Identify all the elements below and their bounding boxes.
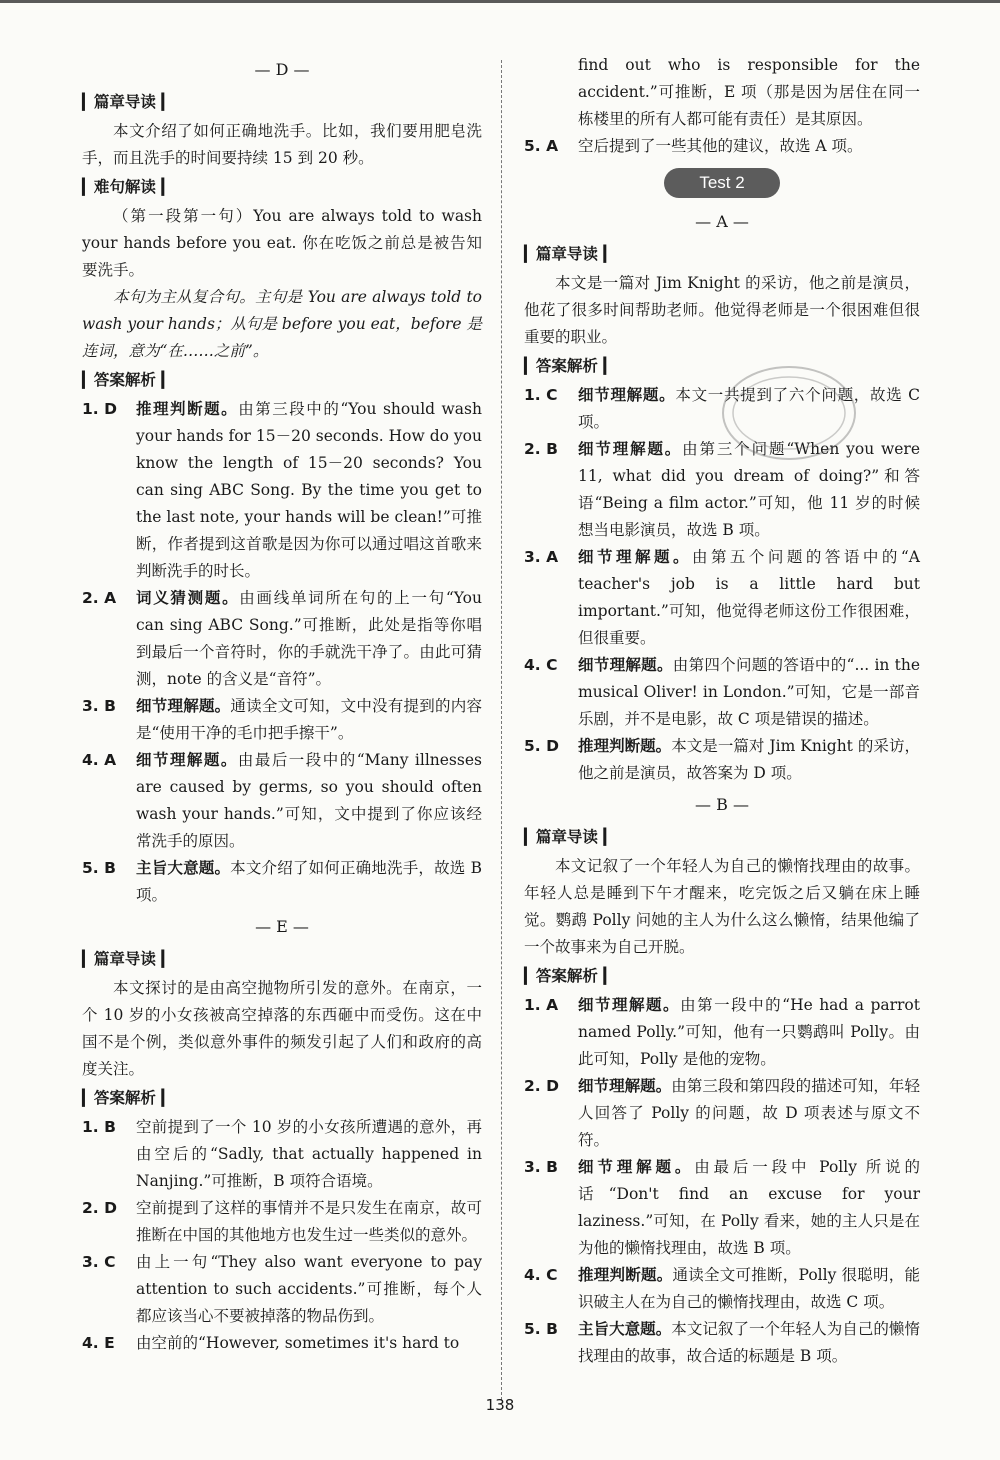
answer-item (524, 436, 920, 544)
test-badge: Test 2 (664, 168, 780, 198)
answer-number: 1. A (524, 996, 559, 1014)
b-answer-label: ▎答案解析 ▎ (524, 967, 616, 985)
right-column (524, 52, 920, 1370)
answer-body (136, 747, 482, 855)
question-type: 细节理解题。 (578, 996, 681, 1014)
answer-item (82, 1195, 482, 1249)
e-answer-label: ▎答案解析 ▎ (82, 1089, 174, 1107)
answer-item (524, 544, 920, 652)
question-type: 推理判断题。 (578, 737, 672, 755)
answer-text: 由第三个问题“When you were 11, what did you dream of doing?”和答语“Being a film actor.”可知，他 11 岁的时候想当电影演员，故选 B 项。 (578, 440, 920, 539)
answer-number: 2. A (82, 589, 117, 607)
d-guide-label: ▎篇章导读 ▎ (82, 93, 174, 111)
question-type: 细节理解题。 (136, 751, 238, 769)
answer-number: 1. B (82, 1118, 116, 1136)
answer-number: 5. A (524, 137, 559, 155)
question-type: 细节理解题。 (578, 1158, 695, 1176)
answer-item (524, 652, 920, 733)
answer-item (524, 1316, 920, 1370)
answer-text: 通读全文可推断，Polly 很聪明，能识破主人在为自己的懒惰找理由，故选 C 项。 (578, 1266, 920, 1311)
answer-text: 由空前的“However, sometimes it's hard to (136, 1334, 460, 1352)
question-type: 细节理解题。 (578, 386, 676, 404)
answer-number: 3. B (82, 697, 116, 715)
answer-body (136, 396, 482, 585)
answer-number: 1. D (82, 400, 117, 418)
answer-text: 由最后一段中的“Many illnesses are caused by germs, so you should often wash your hands.”可知，文中提到了你应该经常洗手的原因。 (136, 751, 482, 850)
answer-text: 本文是一篇对 Jim Knight 的采访，他之前是演员，故答案为 D 项。 (578, 737, 920, 782)
answer-item (524, 382, 920, 436)
answer-number: 3. B (524, 1158, 558, 1176)
question-type: 细节理解题。 (136, 697, 231, 715)
top-rule (0, 0, 1000, 3)
question-type: 推理判断题。 (136, 400, 239, 418)
answer-number: 5. B (82, 859, 116, 877)
answer-item (82, 693, 482, 747)
answer-text: 本文一共提到了六个问题，故选 C 项。 (578, 386, 920, 431)
answer-body (578, 652, 920, 733)
answer-text: 由上一句“They also want everyone to pay attention to such accidents.”可推断，每个人都应该当心不要被掉落的物品伤到。 (136, 1253, 482, 1325)
answer-body (578, 544, 920, 652)
answer-number: 4. C (524, 1266, 558, 1284)
answer-item (524, 733, 920, 787)
answer-body (578, 1262, 920, 1316)
answer-body (578, 733, 920, 787)
answer-text: 由第一段中的“He had a parrot named Polly.”可知，他有一只鹦鹉叫 Polly。由此可知，Polly 是他的宠物。 (578, 996, 920, 1068)
answer-number: 5. B (524, 1320, 558, 1338)
answer-item (524, 992, 920, 1073)
answer-item (82, 1330, 482, 1357)
answer-number: 1. C (524, 386, 558, 404)
d-hard-analysis: 本句为主从复合句。主句是 You are always told to wash your hands；从句是 before you eat，before 是连词，意为“在……之前”。 (82, 288, 482, 360)
answer-number: 4. C (524, 656, 558, 674)
answer-number: 2. D (82, 1199, 117, 1217)
question-type: 词义猜测题。 (136, 589, 240, 607)
answer-number: 4. E (82, 1334, 115, 1352)
answer-item (524, 1154, 920, 1262)
answer-number: 3. C (82, 1253, 116, 1271)
question-type: 细节理解题。 (578, 656, 673, 674)
answer-text: 空前提到了一个 10 岁的小女孩所遭遇的意外，再由空后的“Sadly, that actually happened in Nanjing.”可推断，B 项符合语境。 (136, 1118, 482, 1190)
question-type: 细节理解题。 (578, 440, 683, 458)
answer-text: 通读全文可知，文中没有提到的内容是“使用干净的毛巾把手擦干”。 (136, 697, 482, 742)
question-type: 细节理解题。 (578, 548, 692, 566)
answer-item (82, 396, 482, 585)
answer-item (82, 1249, 482, 1330)
answer-body (578, 1316, 920, 1370)
answer-number: 5. D (524, 737, 559, 755)
answer-body (136, 855, 482, 909)
section-e-title: — E — (255, 917, 309, 936)
section-b-title: — B — (695, 795, 749, 814)
answer-body (578, 1154, 920, 1262)
a-guide-label: ▎篇章导读 ▎ (524, 245, 616, 263)
question-type: 细节理解题。 (578, 1077, 672, 1095)
answer-number: 2. D (524, 1077, 559, 1095)
section-d-title: — D — (254, 60, 310, 79)
question-type: 主旨大意题。 (578, 1320, 672, 1338)
question-type: 主旨大意题。 (136, 859, 231, 877)
answer-item (82, 855, 482, 909)
answer-item (524, 1262, 920, 1316)
test-badge-wrap (524, 168, 920, 198)
e-guide-label: ▎篇章导读 ▎ (82, 950, 174, 968)
answer-item (524, 133, 920, 160)
answer-text: 本文介绍了如何正确地洗手，故选 B 项。 (136, 859, 482, 904)
answer-body (136, 585, 482, 693)
e4-continuation: find out who is responsible for the accident.”可推断，E 项（那是因为居住在同一栋楼里的所有人都可能有责任）是其原因。 (578, 56, 920, 128)
answer-text: 由画线单词所在句的上一句“You can sing ABC Song.”可推断，此处是指等你唱到最后一个音符时，你的手就洗干净了。由此可猜测，note 的含义是“音符”。 (136, 589, 482, 688)
answer-body (136, 693, 482, 747)
e-guide-text: 本文探讨的是由高空抛物所引发的意外。在南京，一个 10 岁的小女孩被高空掉落的东西砸中而受伤。这在中国不是个例，类似意外事件的频发引起了人们和政府的高度关注。 (82, 979, 482, 1078)
answer-text: 空后提到了一些其他的建议，故选 A 项。 (578, 137, 863, 155)
answer-item (524, 1073, 920, 1154)
d-hard-sentence: （第一段第一句）You are always told to wash your hands before you eat. 你在吃饭之前总是被告知要洗手。 (82, 207, 482, 279)
d-answer-label: ▎答案解析 ▎ (82, 371, 174, 389)
left-column (82, 52, 482, 1357)
answer-body (578, 992, 920, 1073)
answer-body (578, 1073, 920, 1154)
answer-body (578, 382, 920, 436)
answer-item (82, 1114, 482, 1195)
answer-text: 本文记叙了一个年轻人为自己的懒惰找理由的故事，故合适的标题是 B 项。 (578, 1320, 920, 1365)
answer-item (82, 585, 482, 693)
answer-number: 4. A (82, 751, 117, 769)
a-answer-label: ▎答案解析 ▎ (524, 357, 616, 375)
section-a-title: — A — (695, 212, 749, 231)
column-divider (501, 60, 502, 1400)
b-guide-label: ▎篇章导读 ▎ (524, 828, 616, 846)
answer-body (578, 436, 920, 544)
d-hard-label: ▎难句解读 ▎ (82, 178, 174, 196)
answer-text: 由第四个问题的答语中的“... in the musical Oliver! in London.”可知，它是一部音乐剧，并不是电影，故 C 项是错误的描述。 (578, 656, 920, 728)
b-guide-text: 本文记叙了一个年轻人为自己的懒惰找理由的故事。年轻人总是睡到下午才醒来，吃完饭之后又躺在床上睡觉。鹦鹉 Polly 问她的主人为什么这么懒惰，结果他编了一个故事来为自己开脱。 (524, 857, 920, 956)
answer-text: 空前提到了这样的事情并不是只发生在南京，故可推断在中国的其他地方也发生过一些类似的意外。 (136, 1199, 482, 1244)
answer-text: 由最后一段中 Polly 所说的话“Don't find an excuse for your laziness.”可知，在 Polly 看来，她的主人只是在为他的懒惰找理由，故选 B 项。 (578, 1158, 920, 1257)
answer-text: 由第五个问题的答语中的“A teacher's job is a little hard but important.”可知，他觉得老师这份工作很困难，但很重要。 (578, 548, 920, 647)
d-guide-text: 本文介绍了如何正确地洗手。比如，我们要用肥皂洗手，而且洗手的时间要持续 15 到 20 秒。 (82, 122, 482, 167)
answer-text: 由第三段中的“You should wash your hands for 15－20 seconds. How do you know the length of 15－20 seconds? You can sing ABC Song. By the time you get to the last note, your hands will be clean!”可推断，作者提到这首歌是因为你可以通过唱这首歌来判断洗手的时长。 (136, 400, 482, 580)
a-guide-text: 本文是一篇对 Jim Knight 的采访，他之前是演员，他花了很多时间帮助老师。他觉得老师是一个很困难但很重要的职业。 (524, 274, 920, 346)
question-type: 推理判断题。 (578, 1266, 673, 1284)
answer-item (82, 747, 482, 855)
answer-number: 3. A (524, 548, 559, 566)
page-number: 138 (485, 1396, 515, 1414)
answer-text: 由第三段和第四段的描述可知，年轻人回答了 Polly 的问题，故 D 项表述与原文不符。 (578, 1077, 920, 1149)
answer-number: 2. B (524, 440, 558, 458)
